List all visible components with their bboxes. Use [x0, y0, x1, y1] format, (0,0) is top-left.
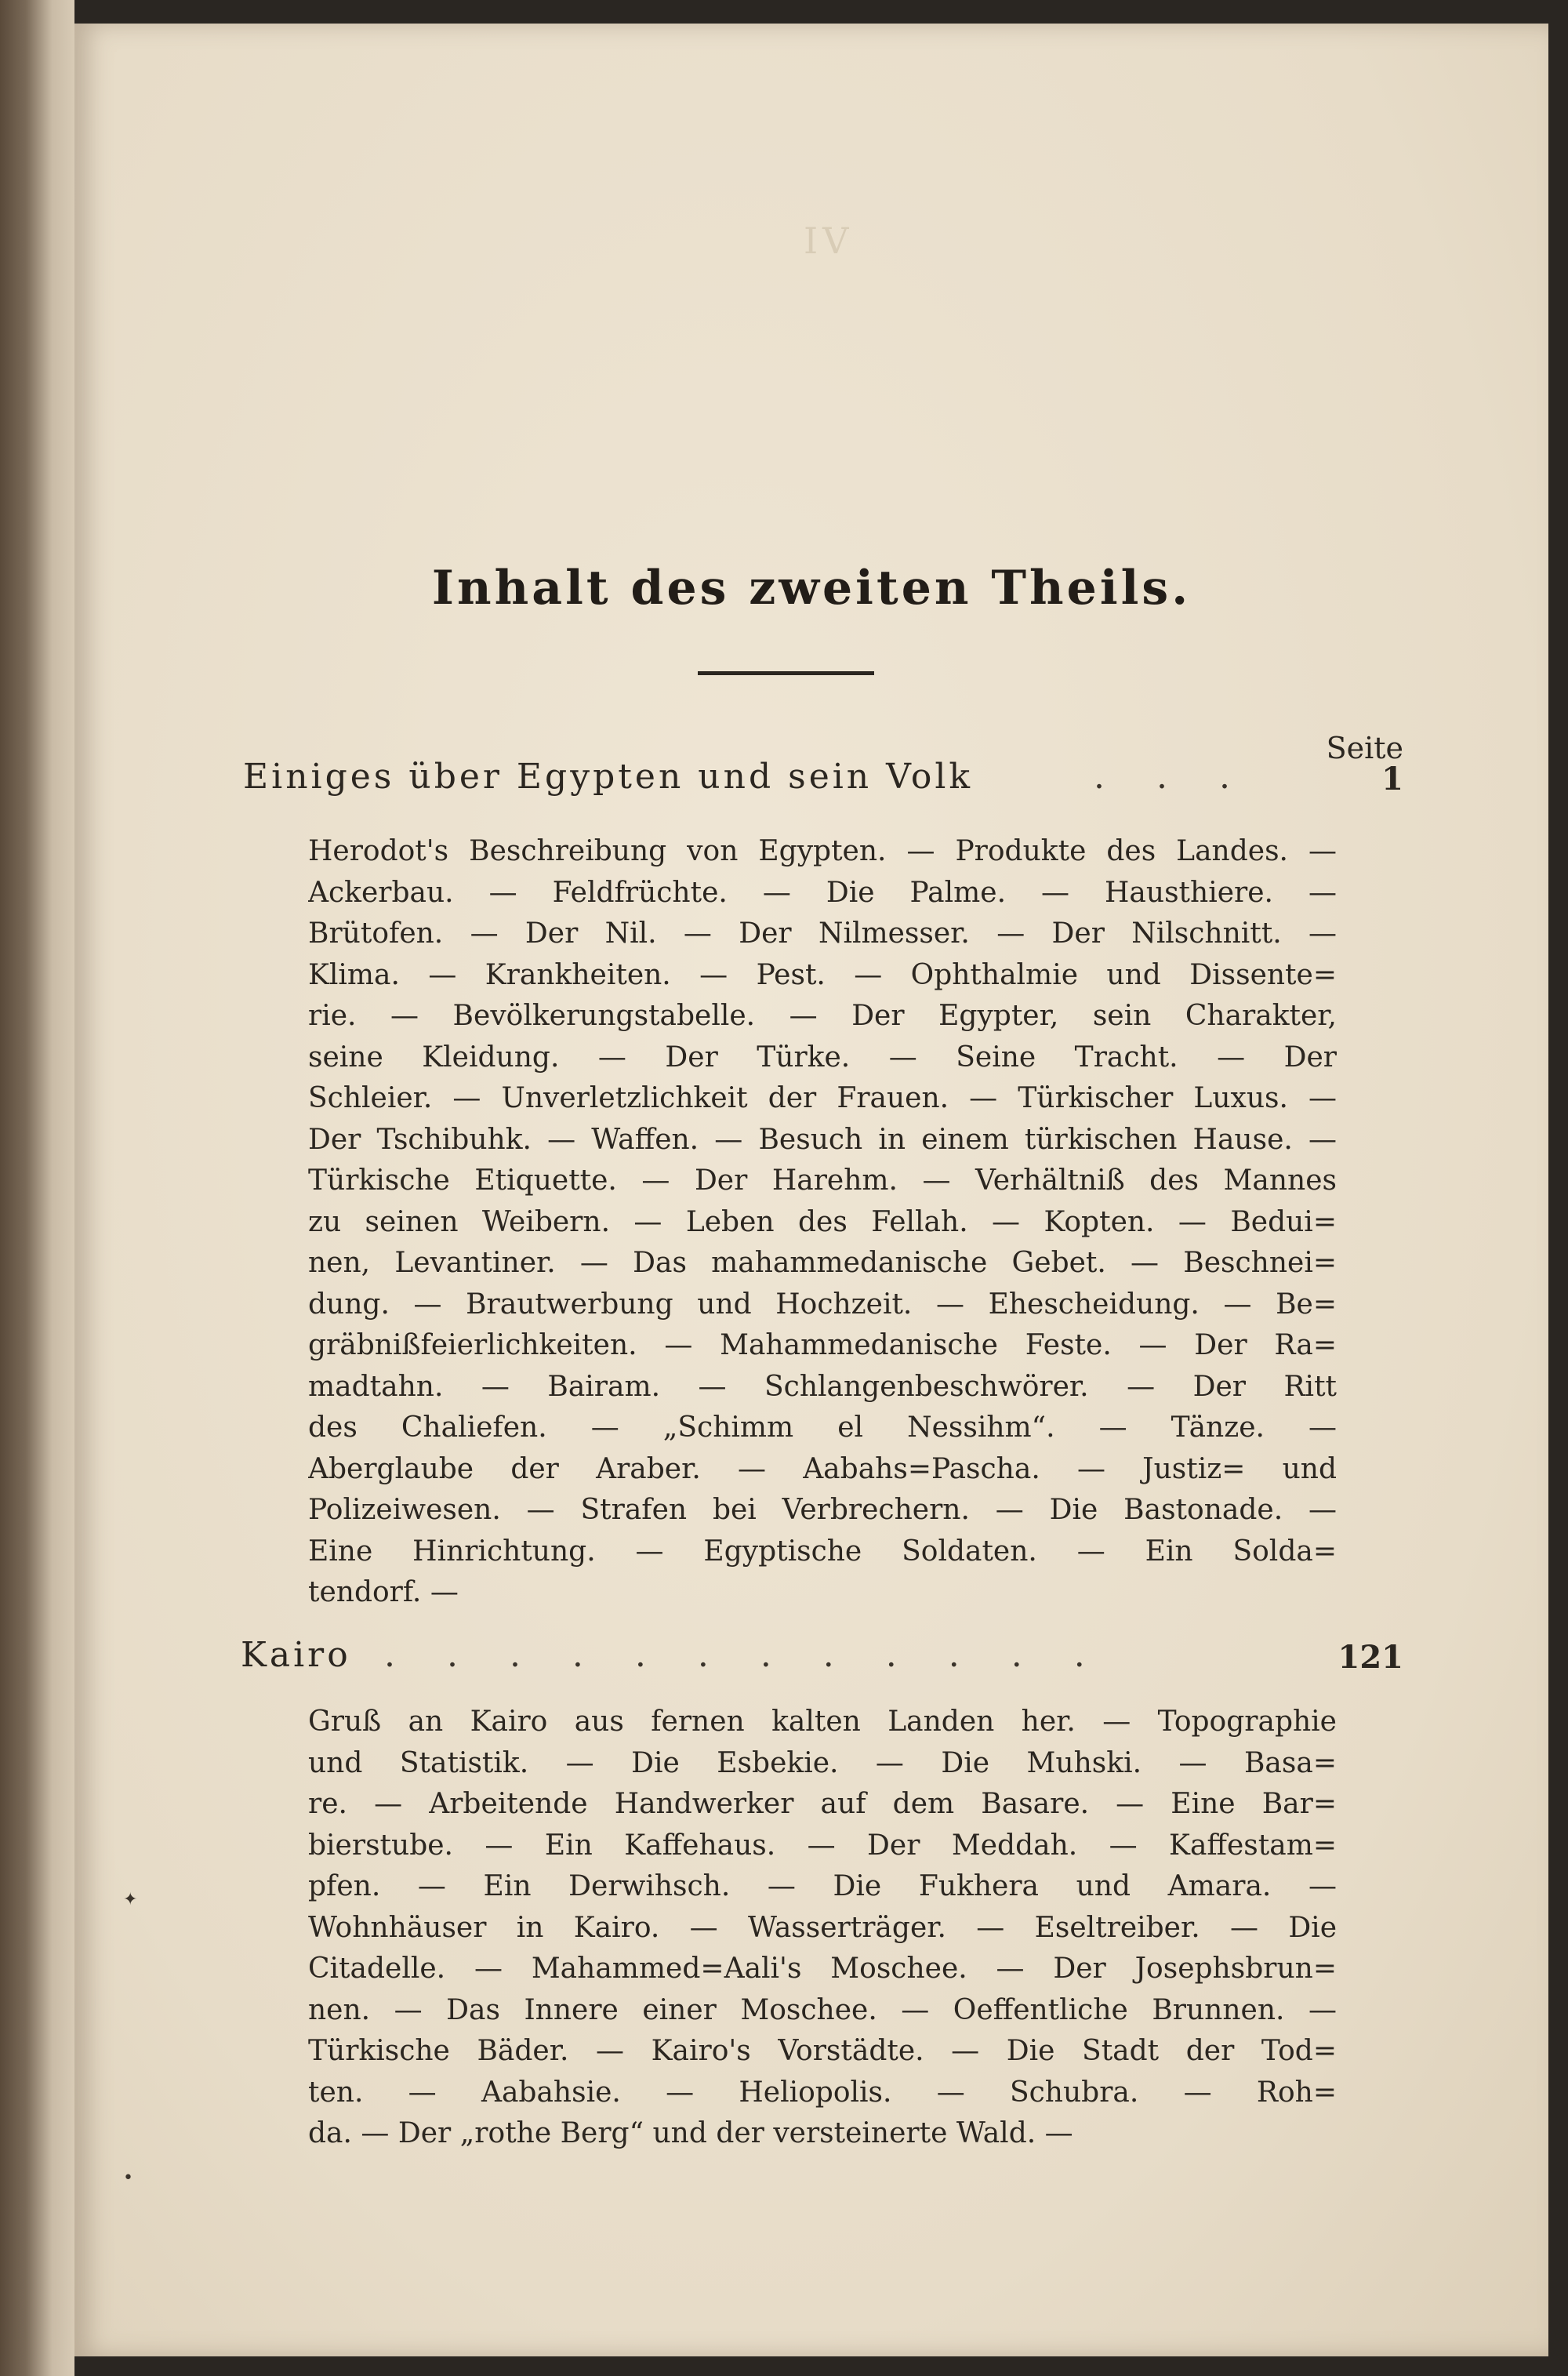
contents-line: Der Tschibuhk. — Waffen. — Besuch in einem türkischen Hause. —	[308, 1123, 1337, 1156]
contents-line: nen. — Das Innere einer Moschee. — Oeffentliche Brunnen. —	[308, 1993, 1337, 2026]
leader-dots: . . . . . . . . . . . .	[384, 1635, 1105, 1675]
book-page	[74, 24, 1548, 2356]
contents-line: ten. — Aabahsie. — Heliopolis. — Schubra. — Roh=	[308, 2076, 1337, 2109]
margin-mark: ✦	[123, 1890, 138, 1909]
leader-dots: . . .	[1094, 757, 1250, 797]
section-contents	[308, 831, 1337, 1614]
contents-line: Wohnhäuser in Kairo. — Wasserträger. — Eseltreiber. — Die	[308, 1911, 1337, 1944]
contents-line: pfen. — Ein Derwihsch. — Die Fukhera und Amara. —	[308, 1870, 1337, 1902]
bleed-through-text: IV	[804, 220, 854, 262]
section-page-number: 121	[1338, 1639, 1403, 1676]
contents-line: rie. — Bevölkerungstabelle. — Der Egypter, sein Charakter,	[308, 1000, 1337, 1032]
contents-line: Herodot's Beschreibung von Egypten. — Produkte des Landes. —	[308, 835, 1337, 867]
contents-line: Citadelle. — Mahammed=Aali's Moschee. — Der Josephsbrun=	[308, 1953, 1337, 1985]
contents-line: seine Kleidung. — Der Türke. — Seine Tracht. — Der	[308, 1041, 1337, 1074]
contents-line: tendorf. —	[308, 1576, 459, 1608]
contents-line: da. — Der „rothe Berg“ und der versteinerte Wald. —	[308, 2117, 1073, 2149]
contents-line: Ackerbau. — Feldfrüchte. — Die Palme. — Hausthiere. —	[308, 876, 1337, 909]
contents-line: Polizeiwesen. — Strafen bei Verbrechern. — Die Bastonade. —	[308, 1494, 1337, 1526]
contents-line: Türkische Etiquette. — Der Harehm. — Verhältniß des Mannes	[308, 1164, 1337, 1197]
title-rule	[698, 671, 874, 675]
contents-line: bierstube. — Ein Kaffehaus. — Der Meddah. — Kaffestam=	[308, 1829, 1337, 1862]
contents-line: madtahn. — Bairam. — Schlangenbeschwörer. — Der Ritt	[308, 1370, 1337, 1403]
page-title: Inhalt des zweiten Theils.	[431, 561, 1192, 616]
page-column-label: Seite	[1326, 731, 1403, 765]
contents-line: Türkische Bäder. — Kairo's Vorstädte. — Die Stadt der Tod=	[308, 2035, 1337, 2067]
section-heading: Kairo	[241, 1635, 351, 1675]
contents-line: re. — Arbeitende Handwerker auf dem Basare. — Eine Bar=	[308, 1788, 1337, 1820]
contents-line: Gruß an Kairo aus fernen kalten Landen her. — Topographie	[308, 1706, 1337, 1738]
contents-line: Brütofen. — Der Nil. — Der Nilmesser. — Der Nilschnitt. —	[308, 917, 1337, 950]
contents-line: nen, Levantiner. — Das mahammedanische Gebet. — Beschnei=	[308, 1247, 1337, 1279]
contents-line: und Statistik. — Die Esbekie. — Die Muhski. — Basa=	[308, 1746, 1337, 1779]
contents-line: Eine Hinrichtung. — Egyptische Soldaten. — Ein Solda=	[308, 1535, 1337, 1568]
contents-line: zu seinen Weibern. — Leben des Fellah. — Kopten. — Bedui=	[308, 1205, 1337, 1238]
contents-line: des Chaliefen. — „Schimm el Nessihm“. — Tänze. —	[308, 1411, 1337, 1444]
section-contents	[308, 1702, 1337, 2155]
contents-line: gräbnißfeierlichkeiten. — Mahammedanische Feste. — Der Ra=	[308, 1329, 1337, 1361]
contents-line: Schleier. — Unverletzlichkeit der Frauen. — Türkischer Luxus. —	[308, 1082, 1337, 1114]
contents-line: dung. — Brautwerbung und Hochzeit. — Ehescheidung. — Be=	[308, 1288, 1337, 1321]
contents-line: Aberglaube der Araber. — Aabahs=Pascha. — Justiz= und	[308, 1452, 1337, 1485]
section-page-number: 1	[1381, 761, 1403, 797]
contents-line: Klima. — Krankheiten. — Pest. — Ophthalmie und Dissente=	[308, 958, 1337, 991]
section-heading: Einiges über Egypten und sein Volk	[243, 757, 974, 797]
margin-mark: •	[123, 2168, 133, 2188]
book-binding	[0, 0, 74, 2376]
